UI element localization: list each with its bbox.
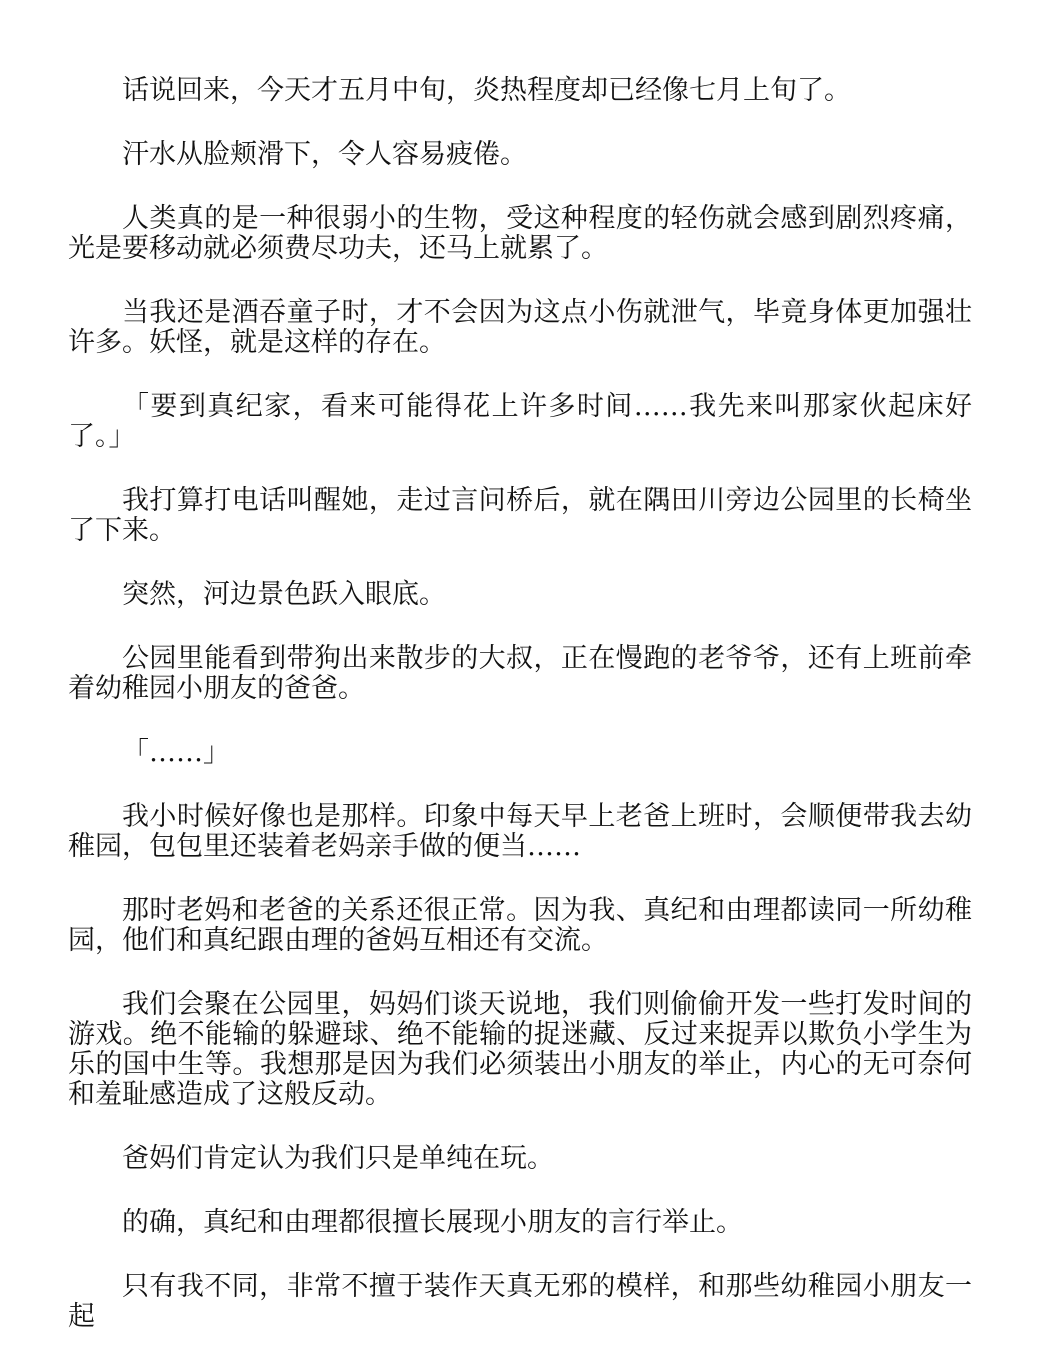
paragraph: 那时老妈和老爸的关系还很正常。因为我、真纪和由理都读同一所幼稚园，他们和真纪跟由理的爸妈互相还有交流。: [68, 895, 972, 956]
paragraph: 当我还是酒吞童子时，才不会因为这点小伤就泄气，毕竟身体更加强壮许多。妖怪，就是这样的存在。: [68, 297, 972, 358]
paragraph: 突然，河边景色跃入眼底。: [122, 579, 446, 610]
dialogue-paragraph: 「……」: [122, 737, 230, 768]
paragraph: 我们会聚在公园里，妈妈们谈天说地，我们则偷偷开发一些打发时间的游戏。绝不能输的躲避球、绝不能输的捉迷藏、反过来捉弄以欺负小学生为乐的国中生等。我想那是因为我们必须装出小朋友的举止，内心的无可奈何和羞耻感造成了这般反动。: [68, 989, 972, 1110]
dialogue-paragraph: 「要到真纪家，看来可能得花上许多时间……我先来叫那家伙起床好了。」: [68, 391, 972, 452]
paragraph: 我小时候好像也是那样。印象中每天早上老爸上班时，会顺便带我去幼稚园，包包里还装着老妈亲手做的便当……: [68, 801, 972, 862]
paragraph: 的确，真纪和由理都很擅长展现小朋友的言行举止。: [122, 1207, 743, 1238]
paragraph: 话说回来，今天才五月中旬，炎热程度却已经像七月上旬了。: [122, 75, 851, 106]
paragraph: 爸妈们肯定认为我们只是单纯在玩。: [122, 1143, 554, 1174]
paragraph: 我打算打电话叫醒她，走过言问桥后，就在隅田川旁边公园里的长椅坐了下来。: [68, 485, 972, 546]
paragraph: 汗水从脸颊滑下，令人容易疲倦。: [122, 139, 527, 170]
paragraph: 只有我不同，非常不擅于装作天真无邪的模样，和那些幼稚园小朋友一起: [68, 1271, 972, 1332]
document-page: [68, 76, 972, 1332]
paragraph: 公园里能看到带狗出来散步的大叔，正在慢跑的老爷爷，还有上班前牵着幼稚园小朋友的爸爸。: [68, 643, 972, 704]
paragraph: 人类真的是一种很弱小的生物，受这种程度的轻伤就会感到剧烈疼痛，光是要移动就必须费尽功夫，还马上就累了。: [68, 203, 972, 264]
